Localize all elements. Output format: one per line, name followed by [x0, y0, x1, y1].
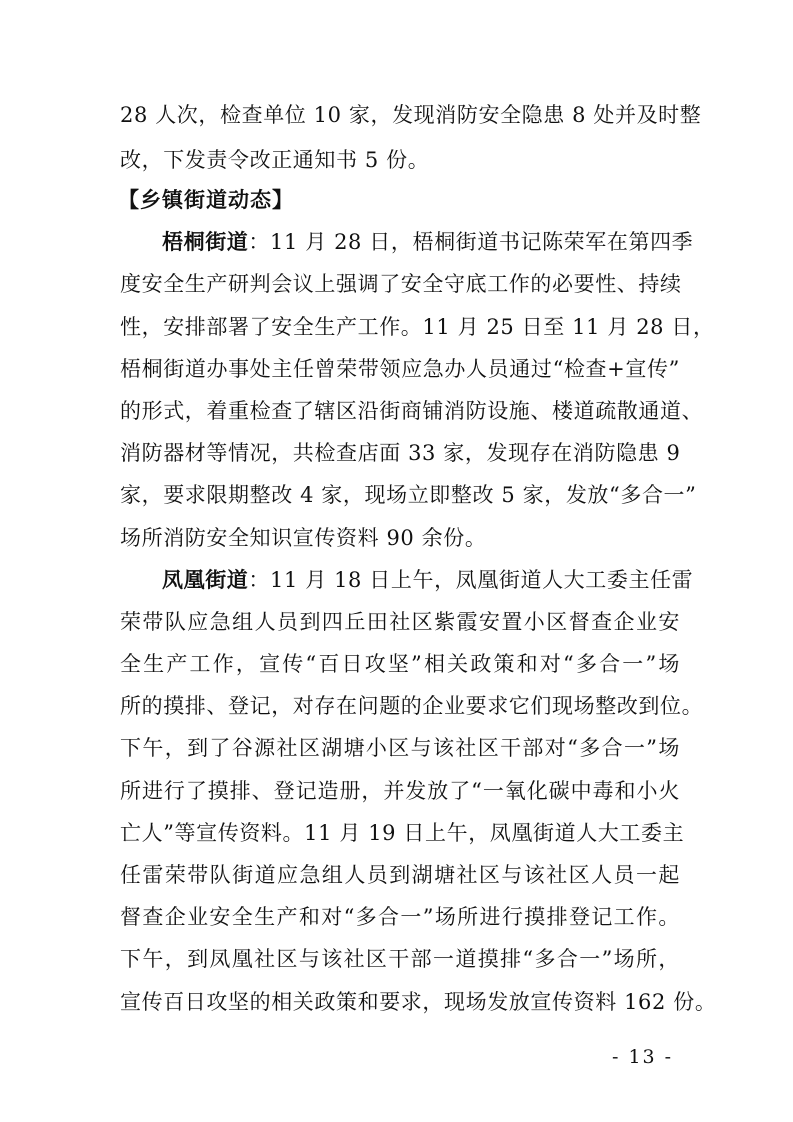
fenghuang-line-11: 宣传百日攻坚的相关政策和要求，现场发放宣传资料 162 份。 [120, 990, 717, 1014]
fenghuang-line-1-text: ：11 月 18 日上午，凤凰街道人大工委主任雷 [248, 568, 694, 592]
section-heading: 【乡镇街道动态】 [118, 188, 294, 212]
fenghuang-line-7: 亡人”等宣传资料。11 月 19 日上午，凤凰街道人大工委主 [120, 821, 685, 845]
fenghuang-line-9: 督查企业安全生产和对“多合一”场所进行摸排登记工作。 [120, 905, 680, 929]
fenghuang-line-5: 下午，到了谷源社区湖塘小区与该社区干部对“多合一”场 [120, 736, 680, 760]
wutong-line-8: 场所消防安全知识宣传资料 90 余份。 [120, 526, 487, 550]
wutong-line-7: 家，要求限期整改 4 家，现场立即整改 5 家，发放“多合一” [120, 483, 697, 507]
wutong-line-1-text: ：11 月 28 日，梧桐街道书记陈荣军在第四季 [248, 230, 694, 254]
fenghuang-line-4: 所的摸排、登记，对存在问题的企业要求它们现场整改到位。 [120, 694, 704, 718]
page-number: - 13 - [612, 1046, 674, 1068]
wutong-line-3: 性，安排部署了安全生产工作。11 月 25 日至 11 月 28 日， [120, 315, 715, 339]
fenghuang-line-10: 下午，到凤凰社区与该社区干部一道摸排“多合一”场所， [120, 947, 680, 971]
wutong-line-5: 的形式，着重检查了辖区沿街商铺消防设施、楼道疏散通道、 [120, 399, 704, 423]
intro-line-2: 改，下发责令改正通知书 5 份。 [120, 148, 430, 172]
wutong-line-4: 梧桐街道办事处主任曾荣带领应急办人员通过“检查+宣传” [120, 357, 680, 381]
fenghuang-lead: 凤凰街道 [162, 568, 249, 592]
wutong-lead: 梧桐街道 [162, 230, 249, 254]
fenghuang-line-2: 荣带队应急组人员到四丘田社区紫霞安置小区督查企业安 [120, 610, 680, 634]
wutong-line-1 [162, 228, 694, 256]
fenghuang-line-6: 所进行了摸排、登记造册，并发放了“一氧化碳中毒和小火 [120, 779, 680, 803]
intro-line-1: 28 人次，检查单位 10 家，发现消防安全隐患 8 处并及时整 [120, 103, 702, 127]
fenghuang-line-1 [162, 566, 694, 594]
wutong-line-6: 消防器材等情况，共检查店面 33 家，发现存在消防隐患 9 [120, 441, 681, 465]
fenghuang-line-3: 全生产工作，宣传“百日攻坚”相关政策和对“多合一”场 [120, 652, 680, 676]
wutong-line-2: 度安全生产研判会议上强调了安全守底工作的必要性、持续 [120, 272, 682, 296]
fenghuang-line-8: 任雷荣带队街道应急组人员到湖塘社区与该社区人员一起 [120, 863, 680, 887]
